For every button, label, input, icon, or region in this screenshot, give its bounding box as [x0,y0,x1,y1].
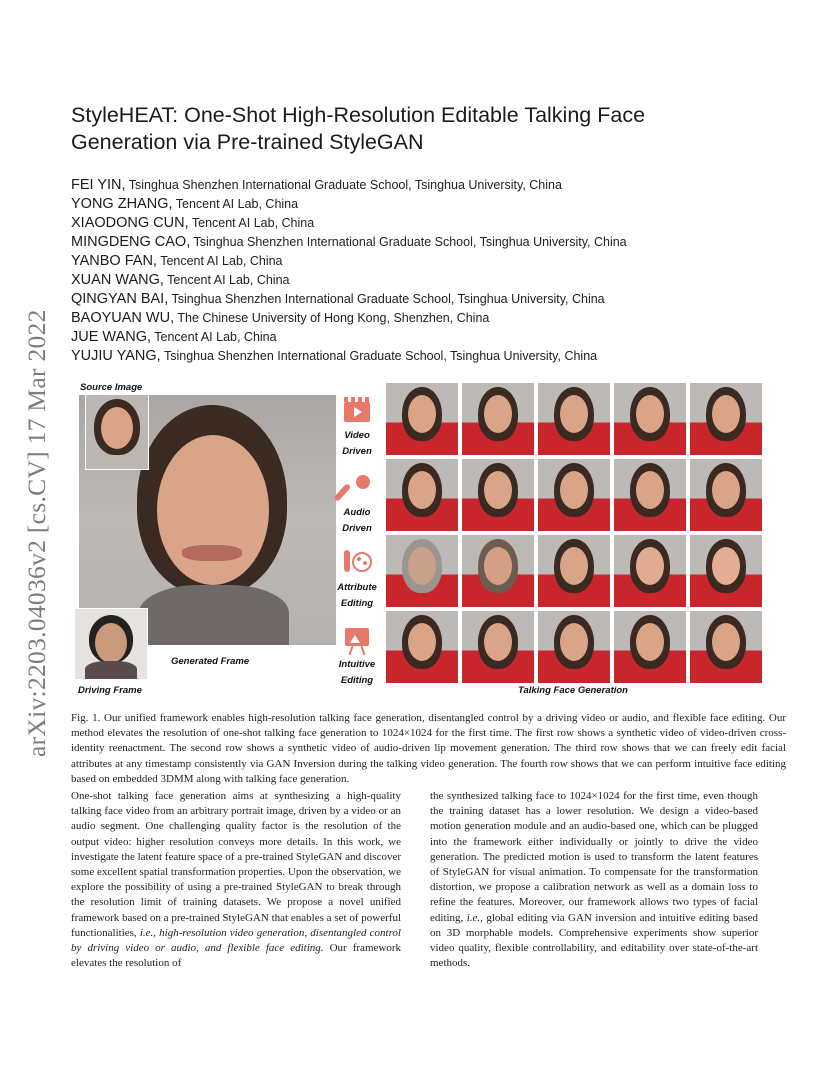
palette-icon [342,548,372,578]
result-frame [462,535,534,607]
row-label-line-1: Video [344,430,370,441]
abstract-text: Our framework elevates the resolution of [71,942,401,970]
result-frame [690,611,762,683]
result-frame [386,383,458,455]
result-frame [462,383,534,455]
arxiv-identifier: arXiv:2203.04036v2 [cs.CV] 17 Mar 2022 [22,309,51,757]
result-frame [538,535,610,607]
author-affiliation: Tencent AI Lab, China [188,216,315,230]
source-image [85,394,149,470]
result-frame [614,611,686,683]
title-line-2: Generation via Pre-trained StyleGAN [71,130,424,154]
row-label-line-1: Audio [343,507,371,518]
author-name: FEI YIN, [71,177,126,193]
author-entry [71,175,771,194]
result-frame [386,459,458,531]
driving-frame-image [74,608,148,680]
author-entry [71,289,771,308]
abstract-emphasis: i.e., high-resolution video generation, disentangled control by driving video or audio, and flexible face editing. [71,926,401,955]
author-affiliation: Tsinghua Shenzhen International Graduate School, Tsinghua University, China [168,292,605,306]
author-name: JUE WANG, [71,329,152,345]
author-affiliation: The Chinese University of Hong Kong, Shenzhen, China [174,311,490,325]
author-affiliation: Tencent AI Lab, China [156,254,283,268]
microphone-icon [342,473,372,503]
result-frame [690,535,762,607]
author-entry [71,308,771,327]
row-label-intuitive-editing [334,625,380,687]
author-name: YUJIU YANG, [71,348,161,364]
result-frame [614,535,686,607]
author-affiliation: Tsinghua Shenzhen International Graduate School, Tsinghua University, China [190,235,627,249]
author-entry [71,194,771,213]
figure-caption: Fig. 1. Our unified framework enables high-resolution talking face generation, disentangled control by a driving video or audio, and flexible face editing. Our method elevates the resolution of one-shot talking face generation to 1024×1024 for the first time. The first row shows a synthetic video of video-driven cross-identity reenactment. The second row shows a synthetic video of audio-driven lip movement generation. The third row shows that we can freely edit facial attributes at any timestamp consistently via GAN Inversion during the talking video generation. The fourth row shows that we can perform intuitive face editing based on embedded 3DMM along with talking face generation. [71,712,786,785]
row-label-line-2: Editing [340,598,374,609]
author-name: BAOYUAN WU, [71,310,175,326]
abstract-column-left [71,789,401,971]
author-entry [71,251,771,270]
result-frame [614,383,686,455]
author-affiliation: Tencent AI Lab, China [151,330,277,344]
author-entry [71,213,771,232]
abstract-column-right [430,789,758,971]
generated-frame-label: Generated Frame [171,656,250,667]
result-frame [462,459,534,531]
author-entry [71,232,771,251]
author-name: XUAN WANG, [71,272,164,288]
abstract-text: global editing via GAN inversion and intuitive editing based on 3D morphable models. Comprehensive experiments show superior video quality, flexible controllability, and editability over state-of-the-art methods. [430,911,758,970]
author-affiliation: Tencent AI Lab, China [172,197,299,211]
author-affiliation: Tsinghua Shenzhen International Graduate School, Tsinghua University, China [125,178,562,192]
author-entry [71,346,771,365]
video-icon [342,396,372,426]
result-frame [386,535,458,607]
abstract-text: the synthesized talking face to 1024×1024 for the first time, even though the training dataset has a lower resolution. We design a video-based motion generation module and an audio-based one, which can be plugged into the framework either individually or jointly to drive the video generation. The predicted motion is used to transform the latent features of StyleGAN for visual animation. To compensate for the transformation distortion, we propose a calibration network as well as a domain loss to refine the features. Moreover, our framework allows two types of facial editing, [430,790,758,924]
author-name: YANBO FAN, [71,253,157,269]
paper-title [71,102,751,156]
author-name: QINGYAN BAI, [71,291,169,307]
result-frame [690,383,762,455]
row-label-line-1: Attribute [337,582,377,593]
title-line-1: StyleHEAT: One-Shot High-Resolution Editable Talking Face [71,103,646,127]
easel-icon [342,625,372,655]
author-name: YONG ZHANG, [71,196,173,212]
result-frame [614,459,686,531]
author-list [71,175,771,365]
author-affiliation: Tsinghua Shenzhen International Graduate School, Tsinghua University, China [160,349,598,363]
result-frame [690,459,762,531]
author-name: XIAODONG CUN, [71,215,189,231]
result-frame [462,611,534,683]
driving-frame-label: Driving Frame [78,685,142,696]
result-frame [538,383,610,455]
talking-face-generation-label: Talking Face Generation [518,685,628,696]
result-frame [386,611,458,683]
row-label-line-1: Intuitive [338,659,376,670]
row-label-video-driven [334,396,380,458]
result-frame [538,611,610,683]
author-affiliation: Tencent AI Lab, China [163,273,290,287]
author-entry [71,327,771,346]
row-label-line-2: Driven [342,523,372,534]
result-frame-grid [386,383,786,685]
author-entry [71,270,771,289]
abstract-emphasis: i.e., [466,911,483,924]
row-label-line-2: Editing [340,675,374,686]
author-name: MINGDENG CAO, [71,234,191,250]
source-image-label: Source Image [80,382,143,393]
teaser-figure [71,380,786,700]
row-label-line-2: Driven [342,446,372,457]
result-frame [538,459,610,531]
row-label-audio-driven [334,473,380,535]
abstract-text: One-shot talking face generation aims at synthesizing a high-quality talking face video from an arbitrary portrait image, driven by a video or an audio segment. One challenging quality factor is the resolution of the output video: higher resolution conveys more details. In this work, we investigate the latent feature space of a pre-trained StyleGAN and discover some excellent spatial transformation properties. Upon the observation, we explore the possibility of using a pre-trained StyleGAN to break through the resolution limit of training datasets. We propose a novel unified framework based on a pre-trained StyleGAN that enables a set of powerful functionalities, [71,790,401,939]
row-label-attribute-editing [334,548,380,610]
